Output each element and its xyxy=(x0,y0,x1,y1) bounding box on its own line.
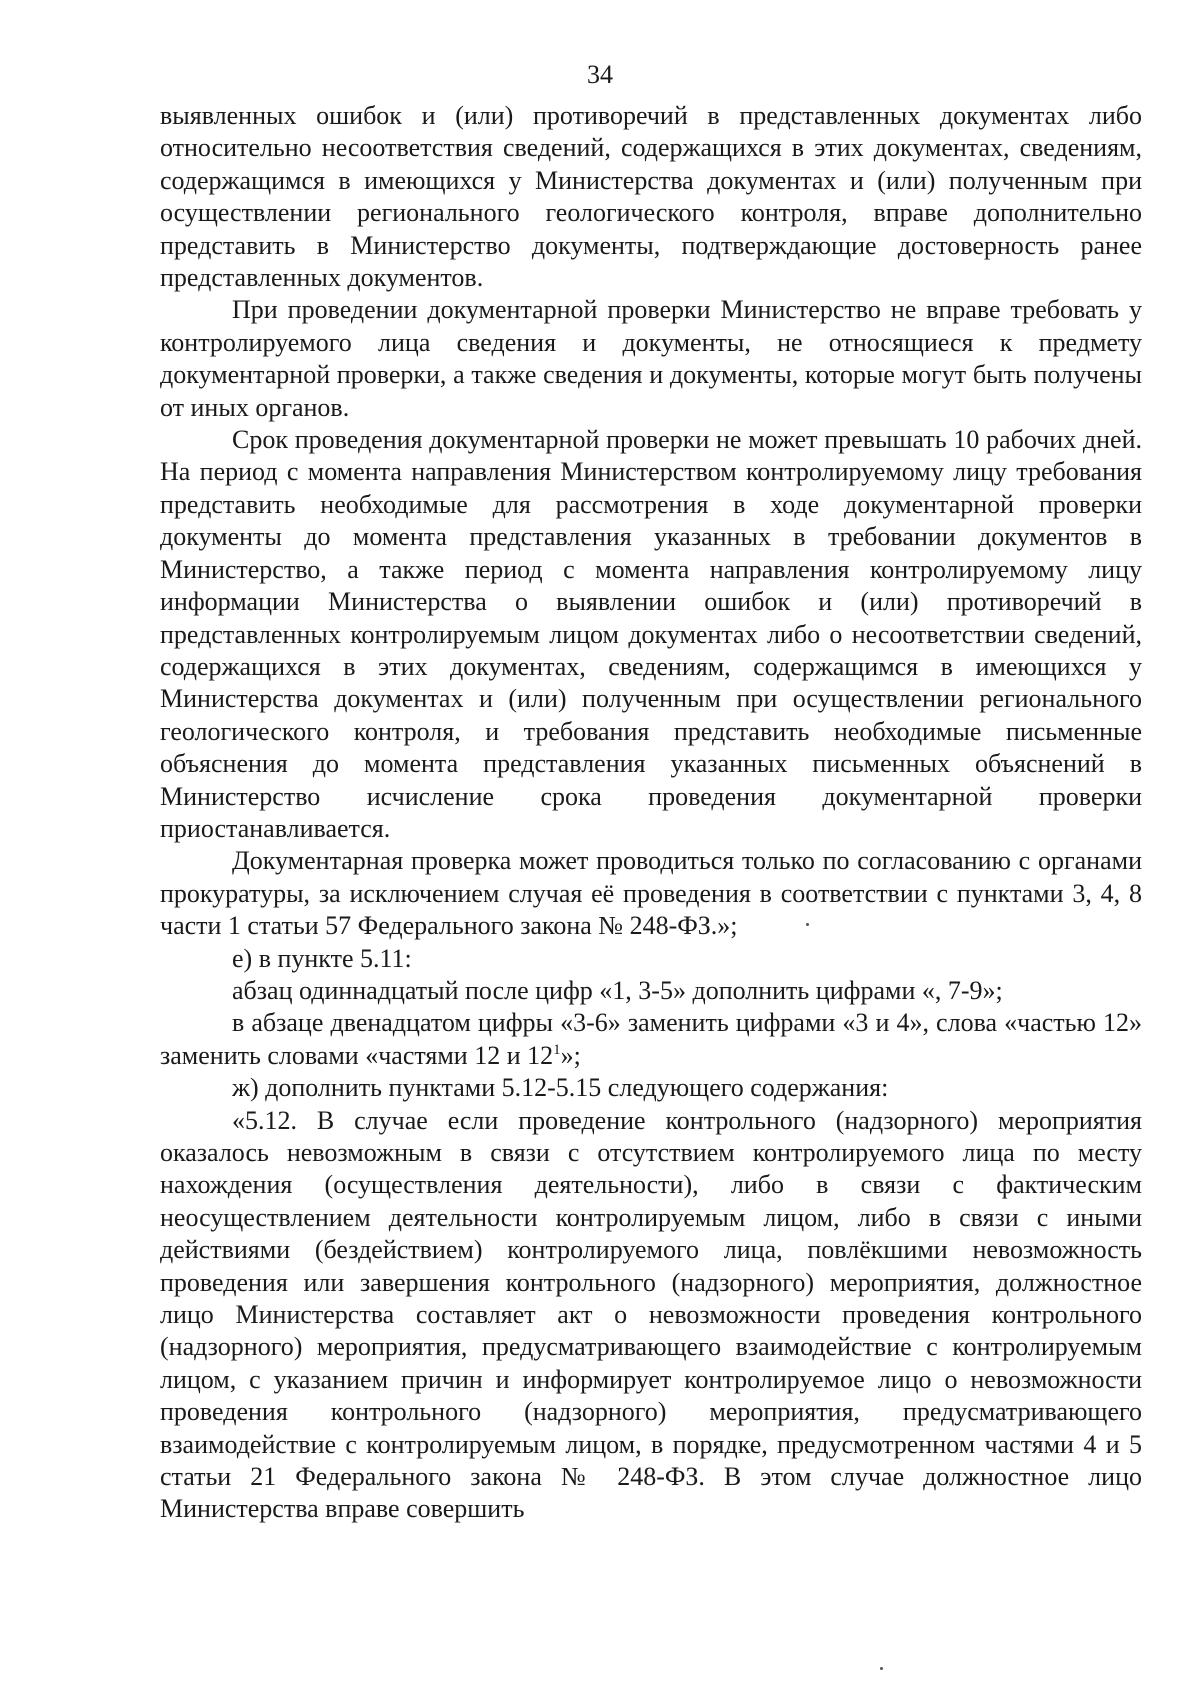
scan-speck xyxy=(806,923,809,926)
document-body xyxy=(160,100,1142,1526)
paragraph-twelfth-indent-end: »; xyxy=(560,1040,581,1070)
paragraph-prosecutor-approval: Документарная проверка может проводиться только по согласованию с органами прокуратуры, за исключением случая её проведения в соответствии с пунктами 3, 4, 8 части 1 статьи 57 Федерального закона № 248-ФЗ.»; xyxy=(160,846,1142,941)
paragraph-documentary-check-restrictions: При проведении документарной проверки Министерство не вправе требовать у контролируемого лица сведения и документы, не относящиеся к предмету документарной проверки, а также сведения и документы, которые могут быть получены от иных органов. xyxy=(160,295,1142,422)
paragraph-continuation: выявленных ошибок и (или) противоречий в представленных документах либо относительно несоответствия сведений, содержащихся в этих документах, сведениям, содержащимся в имеющихся у Министерства документах и (или) полученным при осуществлении регионального геологического контроля, вправе дополнительно представить в Министерство документы, подтверждающие достоверность ранее представленных документов. xyxy=(160,101,1142,293)
paragraph-twelfth-indent-text: в абзаце двенадцатом цифры «3-6» заменить цифрами «3 и 4», слова «частью 12» заменить словами «частями 12 и 12 xyxy=(160,1008,1142,1070)
paragraph-check-duration: Срок проведения документарной проверки не может превышать 10 рабочих дней. На период с момента направления Министерством контролируемому лицу требования представить необходимые для рассмотрения в ходе документарной проверки документы до момента представления указанных в требовании документов в Министерство, а также период с момента направления контролируемому лицу информации Министерства о выявлении ошибок и (или) противоречий в представленных контролируемым лицом документах либо о несоответствии сведений, содержащихся в этих документах, сведениям, содержащимся в имеющихся у Министерства документах и (или) полученным при осуществлении регионального геологического контроля, и требования представить необходимые письменные объяснения до момента представления указанных письменных объяснений в Министерство исчисление срока проведения документарной проверки приостанавливается. xyxy=(160,425,1142,843)
paragraph-item-zh: ж) дополнить пунктами 5.12-5.15 следующего содержания: xyxy=(232,1073,889,1103)
page-number: 34 xyxy=(587,60,613,89)
paragraph-eleventh-indent: абзац одиннадцатый после цифр «1, 3-5» дополнить цифрами «, 7-9»; xyxy=(232,975,1003,1005)
scan-speck xyxy=(880,1667,883,1670)
paragraph-twelfth-indent xyxy=(160,1007,1142,1072)
superscript-one: 1 xyxy=(553,1041,561,1058)
paragraph-item-e: е) в пункте 5.11: xyxy=(232,943,412,973)
paragraph-clause-5-12: «5.12. В случае если проведение контрольного (надзорного) мероприятия оказалось невозможным в связи с отсутствием контролируемого лица по месту нахождения (осуществления деятельности), либо в связи с фактическим неосуществлением деятельности контролируемым лицом, либо в связи с иными действиями (бездействием) контролируемого лица, повлёкшими невозможность проведения или завершения контрольного (надзорного) мероприятия, должностное лицо Министерства составляет акт о невозможности проведения контрольного (надзорного) мероприятия, предусматривающего взаимодействие с контролируемым лицом, с указанием причин и информирует контролируемое лицо о невозможности проведения контрольного (надзорного) мероприятия, предусматривающего взаимодействие с контролируемым лицом, в порядке, предусмотренном частями 4 и 5 статьи 21 Федерального закона № 248-ФЗ. В этом случае должностное лицо Министерства вправе совершить xyxy=(160,1105,1142,1524)
